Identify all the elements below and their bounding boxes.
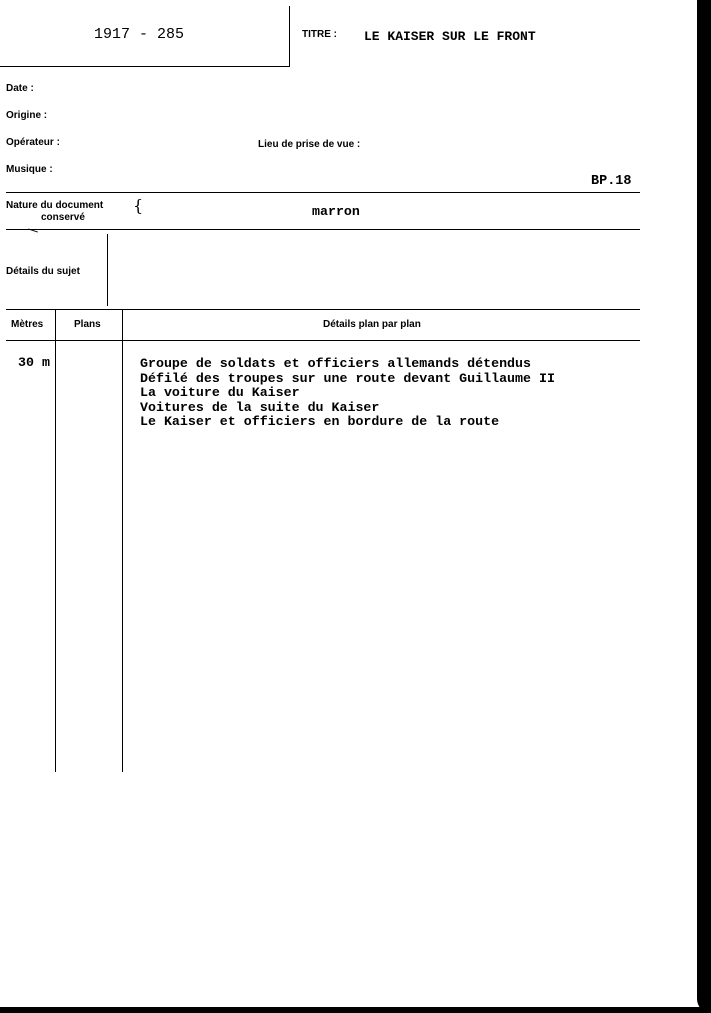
shot-description-row: Défilé des troupes sur une route devant Guillaume II: [140, 370, 555, 386]
header-box-bottom-border: [0, 66, 290, 67]
musique-label: Musique :: [6, 164, 53, 175]
page-edge-shadow: [697, 0, 711, 1013]
page-edge-bottom: [0, 1007, 711, 1013]
shot-description-row: Voitures de la suite du Kaiser: [140, 399, 380, 415]
nature-value: marron: [312, 204, 360, 219]
lieu-de-prise-de-vue-label: Lieu de prise de vue :: [258, 139, 361, 150]
column-header-plans: Plans: [74, 319, 101, 330]
details-sujet-label: Détails du sujet: [6, 266, 80, 277]
nature-label-line2: conservé: [41, 212, 85, 223]
nature-brace: {: [133, 196, 144, 215]
shot-description-row: La voiture du Kaiser: [140, 385, 300, 400]
origine-label: Origine :: [6, 110, 48, 121]
column-header-details: Détails plan par plan: [323, 319, 421, 330]
column-divider-metres-plans: [55, 310, 56, 772]
shot-description-row: Le Kaiser et officiers en bordure de la route: [140, 414, 500, 429]
shot-description-row: Groupe de soldats et officiers allemands détendus: [140, 356, 531, 371]
column-header-metres: Mètres: [11, 319, 44, 330]
nature-label-line1: Nature du document: [6, 200, 104, 211]
titre-label: TITRE :: [302, 29, 337, 40]
header-box-right-border: [289, 6, 290, 66]
table-top-rule: [6, 309, 640, 310]
archive-code: BP.18: [591, 174, 632, 189]
document-title: LE KAISER SUR LE FRONT: [364, 29, 536, 44]
date-label: Date :: [6, 83, 34, 94]
table-header-bottom-rule: [6, 340, 640, 341]
document-reference: 1917 - 285: [94, 26, 185, 43]
column-divider-plans-details: [122, 310, 123, 772]
nature-top-rule: [6, 192, 640, 193]
metres-value: 30 m: [18, 355, 50, 370]
details-sujet-bracket: [107, 234, 108, 306]
nature-bottom-rule: [6, 229, 640, 230]
operateur-label: Opérateur :: [6, 137, 60, 148]
